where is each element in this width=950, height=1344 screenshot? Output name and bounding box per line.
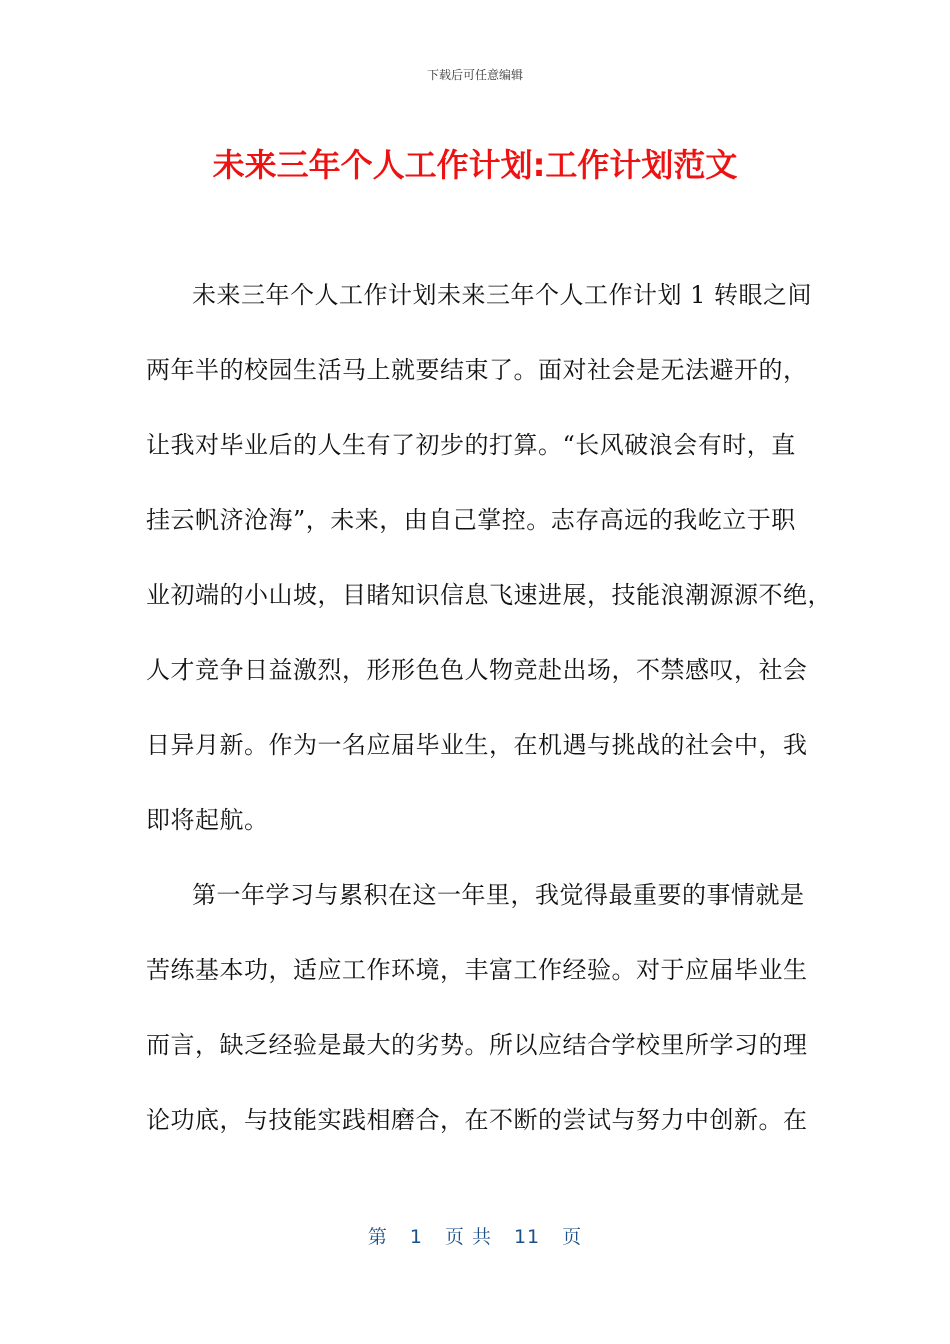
total-pages-number: 11 bbox=[513, 1226, 541, 1248]
body-line: 日异月新。作为一名应届毕业生，在机遇与挑战的社会中，我 bbox=[146, 731, 808, 759]
body-line: 第一年学习与累积在这一年里，我觉得最重要的事情就是 bbox=[192, 881, 805, 909]
footer-suffix: 页 bbox=[562, 1226, 583, 1248]
body-line: 论功底，与技能实践相磨合，在不断的尝试与努力中创新。在 bbox=[146, 1106, 808, 1134]
current-page-number: 1 bbox=[409, 1226, 423, 1248]
body-line: 两年半的校园生活马上就要结束了。面对社会是无法避开的， bbox=[146, 356, 808, 384]
footer-prefix: 第 bbox=[367, 1226, 388, 1248]
body-line: 即将起航。 bbox=[146, 806, 269, 834]
body-line: 未来三年个人工作计划未来三年个人工作计划 1 转眼之间 bbox=[192, 281, 813, 309]
body-line: 而言，缺乏经验是最大的劣势。所以应结合学校里所学习的理 bbox=[146, 1031, 808, 1059]
body-line: 苦练基本功，适应工作环境，丰富工作经验。对于应届毕业生 bbox=[146, 956, 808, 984]
header-note: 下载后可任意编辑 bbox=[426, 68, 523, 82]
document-body bbox=[146, 258, 832, 1158]
page-footer bbox=[0, 1222, 950, 1249]
body-line: 业初端的小山坡，目睹知识信息飞速进展，技能浪潮源源不绝， bbox=[146, 581, 832, 609]
body-line: 让我对毕业后的人生有了初步的打算。“长风破浪会有时，直 bbox=[146, 431, 796, 459]
footer-middle: 页 共 bbox=[444, 1226, 492, 1248]
document-title: 未来三年个人工作计划:工作计划范文 bbox=[212, 146, 738, 184]
body-line: 挂云帆济沧海”，未来，由自己掌控。志存高远的我屹立于职 bbox=[146, 506, 796, 534]
body-line: 人才竞争日益激烈，形形色色人物竞赴出场，不禁感叹，社会 bbox=[146, 656, 808, 684]
